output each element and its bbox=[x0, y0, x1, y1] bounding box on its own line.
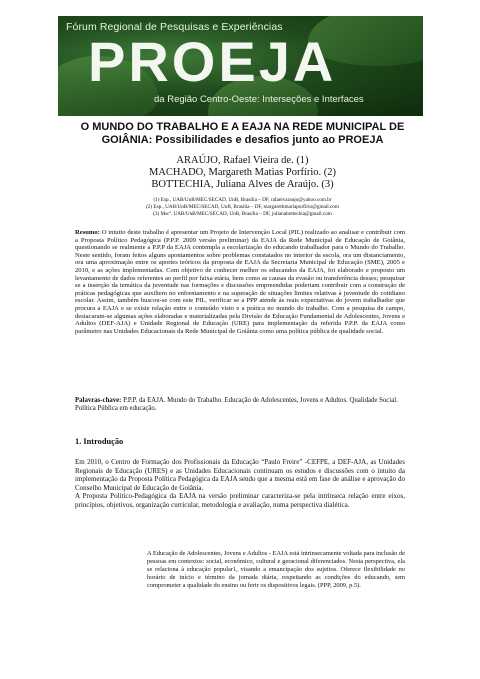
author: ARAÚJO, Rafael Vieira de. (1) bbox=[176, 155, 309, 166]
body-paragraph: A Proposta Político-Pedagógica da EAJA na versão preliminar caracteriza-se pela intrínseca relação entre eixos, princípios, objetivos, organização curricular, metodologia e avaliação, numa perspectiva dialética. bbox=[75, 492, 405, 509]
paper-title bbox=[60, 121, 425, 147]
keywords bbox=[75, 397, 405, 414]
paper-title-line: O MUNDO DO TRABALHO E A EAJA NA REDE MUNICIPAL DE bbox=[80, 121, 405, 133]
affiliation-list bbox=[60, 197, 425, 218]
author: BOTTECHIA, Juliana Alves de Araújo. (3) bbox=[151, 179, 334, 190]
abstract-text: O intuito deste trabalho é apresentar um Projeto de Intervenção Local (PIL) realizado ao analisar e contribuir com a Proposta Político Pedagógica (P.P.P. 2009 versão preliminar) da EAJA da Rede Municipal de Educação de Goiânia, questionando se realmente a P.P.P da EAJA contempla a escolarização do educando trabalhador para o Mundo do Trabalho. Neste sentido, foram feitos alguns apontamentos sobre problemas constatados no interior da escola, ora um distanciamento, ora uma aproximação entre os aportes teóricos da proposta de EAJA da Secretaria Municipal de Educação (SME), 2005 e 2010, e as ações implementadas. Com objetivo de conhecer melhor os educandos da EAJA, foi elaborado e proposto um levantamento de dados referentes ao perfil por faixa etária, bem como as causas da evasão ou transferência desses; pesquisar se a inserção da temática da juventude nas formações e discussões empreendidas poderiam contribuir com a construção de práticas pedagógicas que auxiliem no enfrentamento e na superação de situações limites relativas à juventude do cotidiano escolar. Assim, também buscou-se com este PIL, verificar se a PPP atende às reais expectativas do jovem trabalhador que procura a EAJA e se existe relação entre o conteúdo visto e a prática no mundo do trabalho. Com a pesquisa de campo, destacaram-se algumas ações elaboradas e materializadas pela Divisão de Educação Fundamental de Adolescentes, Jovens e Adultos (DEF-AJA) e Unidade Regional de Educação (URE) para implementação da referida P.P.P. da EAJA como parâmetro nas Unidades Educacionais da Rede Municipal de Goiânia como uma política pública de qualidade social. bbox=[75, 229, 405, 335]
banner-title: PROEJA bbox=[88, 30, 337, 93]
body-paragraph: Em 2010, o Centro de Formação dos Profissionais da Educação “Paulo Freire” -CEFPE, a DEF-AJA, as Unidades Regionais de Educação (URES) e as Unidades Educacionais continuam os estudos e discussões com o intuito da implementação da Proposta Política Pedagógica da EAJA sendo que a mesma está em fase de análise e aprovação do Conselho Municipal de Educação de Goiânia. bbox=[75, 458, 405, 492]
keywords-text: P.P.P. da EAJA. Mundo do Trabalho. Educação de Adolescentes, Jovens e Adultos. Qualidade Social. Política Pública em educação. bbox=[75, 397, 398, 413]
section-body bbox=[75, 458, 405, 510]
block-quote: A Educação de Adolescentes, Jovens e Adultos - EAJA está intrinsecamente voltada para inclusão de pessoas em contextos: social, econômico, cultural e geracional diferenciados. Nesta perspectiva, ela se relaciona à educação popular1, visando a emancipação dos sujeitos. Oferece flexibilidade no horário de início e término da jornada diária, respeitando as condições do educando, sem comprometer a qualidade do ensino ou ferir os dispositivos legais. (PPP, 2009, p.5). bbox=[147, 550, 405, 589]
author: MACHADO, Margareth Matias Porfírio. (2) bbox=[148, 167, 337, 178]
affiliation: (1) Esp., UAB/UnB/MEC/SECAD, UnB, Brasília – DF, rafaelvaraujo@yahoo.com.br bbox=[153, 197, 332, 203]
proeja-banner bbox=[58, 16, 423, 116]
paper-title-line: GOIÂNIA: Possibilidades e desafios junto ao PROEJA bbox=[101, 134, 384, 146]
abstract bbox=[75, 229, 405, 335]
affiliation: (3) Mscª. UAB/UnB/MEC/SECAD, UnB, Brasília – DF, julianabottechia@gmail.com bbox=[153, 211, 332, 217]
affiliation: (2) Esp., UAB/UnB/MEC/SECAD, UnB, Brasília – DF, margarethmariaporfirio@gmail.com bbox=[146, 204, 339, 210]
section-heading: 1. Introdução bbox=[75, 437, 124, 446]
banner-subtitle: da Região Centro-Oeste: Interseções e Interfaces bbox=[154, 94, 364, 105]
keywords-label: Palavras-chave: bbox=[75, 397, 122, 404]
abstract-label: Resumo: bbox=[75, 229, 100, 236]
author-list bbox=[60, 155, 425, 191]
banner-forum-text: Fórum Regional de Pesquisas e Experiências bbox=[66, 21, 283, 33]
